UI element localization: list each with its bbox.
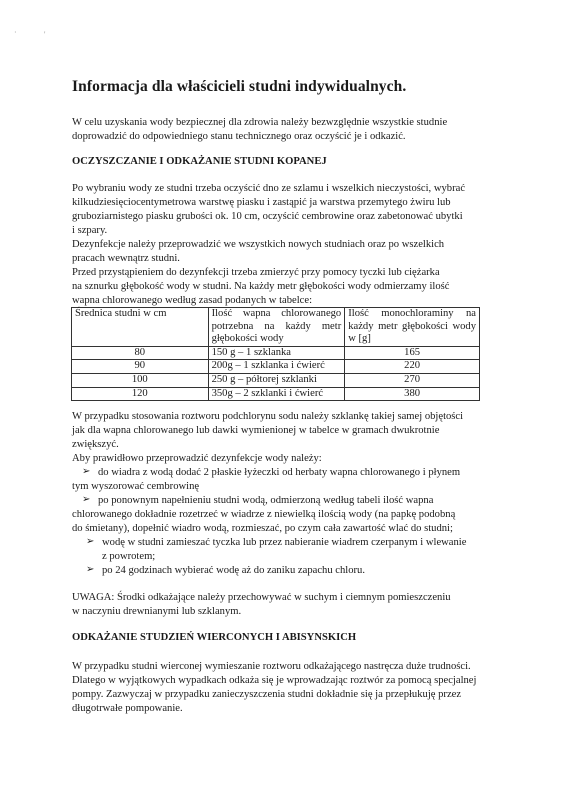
paragraph-line: kilkudziesięciocentymetrowa warstwę piasku i zastąpić ja warstwa przemytego żwiru lub — [72, 197, 451, 208]
bullet-text: do wiadra z wodą dodać 2 płaskie łyżeczki od herbaty wapna chlorowanego i płynem — [98, 467, 461, 478]
intro-line: doprowadzić do odpowiedniego stanu technicznego oraz oczyścić je i odkazić. — [72, 131, 406, 142]
table-cell: 200g – 1 szklanka i ćwierć — [208, 360, 345, 374]
bullet-text: po ponownym napełnieniu studni wodą, odmierzoną według tabeli ilość wapna — [98, 495, 434, 506]
bullet-arrow-icon: ➢ — [86, 564, 95, 575]
table-row — [72, 346, 480, 360]
procedure-intro: Aby prawidłowo przeprowadzić dezynfekcje wody należy: — [72, 453, 322, 464]
bullet-text: tym wyszorować cembrowinę — [72, 481, 200, 492]
scan-mark: ' — [44, 30, 46, 39]
paragraph-line: pracach wewnątrz studni. — [72, 253, 180, 264]
section-heading: OCZYSZCZANIE I ODKAŻANIE STUDNI KOPANEJ — [72, 156, 327, 167]
paragraph-line: jak dla wapna chlorowanego lub dawki wymienionej w tabelce w gramach dwukrotnie — [72, 425, 440, 436]
table-cell: 100 — [72, 373, 209, 387]
bullet-arrow-icon: ➢ — [82, 494, 91, 505]
bullet-arrow-icon: ➢ — [82, 466, 91, 477]
table-cell: 150 g – 1 szklanka — [208, 346, 345, 360]
table-cell: 120 — [72, 387, 209, 401]
scan-mark: · — [14, 28, 17, 37]
paragraph-line: Przed przystąpieniem do dezynfekcji trzeba zmierzyć przy pomocy tyczki lub ciężarka — [72, 267, 440, 278]
section-heading: ODKAŻANIE STUDZIEŃ WIERCONYCH I ABISYNSKICH — [72, 632, 357, 643]
paragraph-line: Dezynfekcje należy przeprowadzić we wszystkich nowych studniach oraz po wszelkich — [72, 239, 445, 250]
table-cell: 250 g – półtorej szklanki — [208, 373, 345, 387]
paragraph-line: Dlatego w wyjątkowych wypadkach odkaża się je wprowadzając roztwór za pomocą specjalnej — [72, 675, 477, 686]
bullet-text: po 24 godzinach wybierać wodę aż do zaniku zapachu chloru. — [102, 565, 365, 576]
table-row — [72, 387, 480, 401]
warning-line: UWAGA: Środki odkażające należy przechowywać w suchym i ciemnym pomieszczeniu — [72, 592, 451, 603]
document-title: Informacja dla właścicieli studni indywidualnych. — [72, 78, 407, 95]
paragraph-line: W przypadku stosowania roztworu podchlorynu sodu należy szklankę takiej samej objętości — [72, 411, 464, 422]
paragraph-line: wapna chlorowanego według zasad podanych w tabelce: — [72, 295, 313, 306]
intro-line: W celu uzyskania wody bezpiecznej dla zdrowia należy bezwzględnie wszystkie studnie — [72, 117, 448, 128]
paragraph-line: pompy. Zazwyczaj w przypadku zanieczyszczenia studni dokładnie się ja przepłukuję przez — [72, 689, 462, 700]
bullet-text: z powrotem; — [102, 551, 156, 562]
paragraph-line: na sznurku głębokość wody w studni. Na każdy metr głębokości wody odmierzamy ilość — [72, 281, 450, 292]
paragraph-line: zwiększyć. — [72, 439, 119, 450]
bullet-text: wodę w studni zamieszać tyczka lub przez nabieranie wiadrem czerpanym i wlewanie — [102, 537, 467, 548]
dosage-table — [71, 307, 480, 401]
bullet-text: do śmietany), dopełnić wiadro wodą, rozmieszać, po czym cała zawartość wlać do studni; — [72, 523, 453, 534]
table-cell: 165 — [345, 346, 480, 360]
paragraph-line: długotrwałe pompowanie. — [72, 703, 183, 714]
table-cell: 350g – 2 szklanki i ćwierć — [208, 387, 345, 401]
table-cell: 90 — [72, 360, 209, 374]
paragraph-line: W przypadku studni wierconej wymieszanie roztworu odkażającego nastręcza duże trudności. — [72, 661, 471, 672]
table-header-cell: Ilość monochloraminy na każdy metr głębokości wody w [g] — [345, 308, 480, 347]
table-header-cell: Ilość wapna chlorowanego potrzebna na każdy metr głębokości wody — [208, 308, 345, 347]
bullet-arrow-icon: ➢ — [86, 536, 95, 547]
paragraph-line: gruboziarnistego piasku grubości ok. 10 cm, oczyścić cembrowine oraz zabetonować ubytki — [72, 211, 463, 222]
table-row — [72, 373, 480, 387]
bullet-text: chlorowanego dokładnie rozetrzeć w wiadrze z niewielką ilością wody (na papkę podobną — [72, 509, 456, 520]
table-cell: 380 — [345, 387, 480, 401]
warning-line: w naczyniu drewnianymi lub szklanym. — [72, 606, 242, 617]
table-cell: 270 — [345, 373, 480, 387]
table-row — [72, 360, 480, 374]
table-cell: 80 — [72, 346, 209, 360]
paragraph-line: Po wybraniu wody ze studni trzeba oczyścić dno ze szlamu i wszelkich nieczystości, wybrać — [72, 183, 466, 194]
table-header-cell: Średnica studni w cm — [72, 308, 209, 347]
paragraph-line: i szpary. — [72, 225, 108, 236]
table-cell: 220 — [345, 360, 480, 374]
table-header-row — [72, 308, 480, 347]
